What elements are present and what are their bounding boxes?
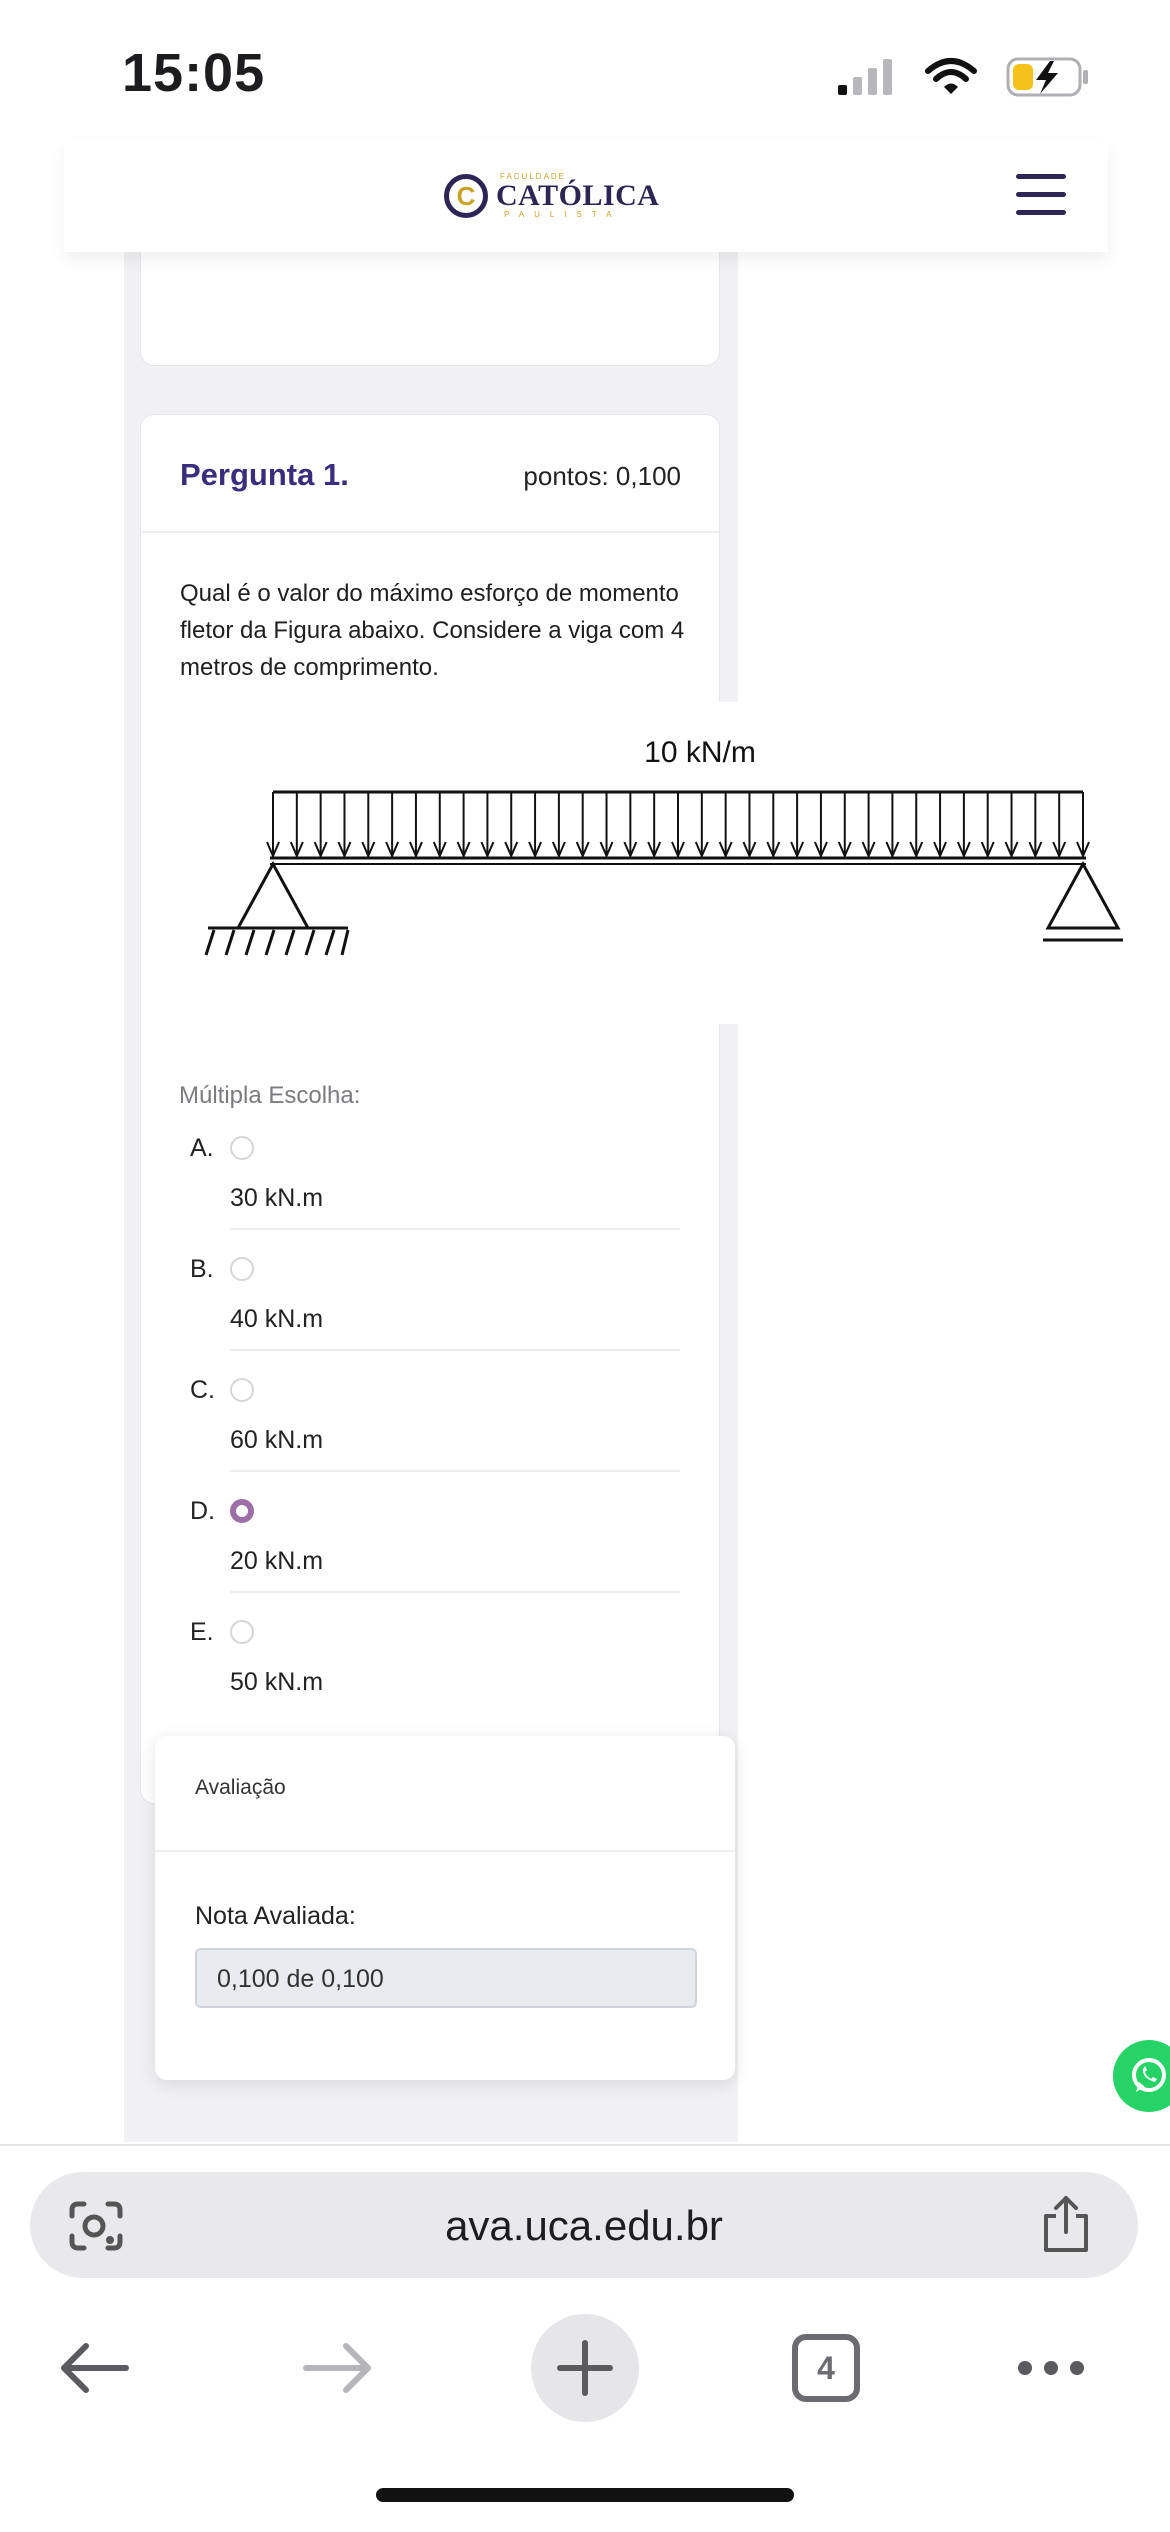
option-divider: [230, 1470, 680, 1472]
option-c[interactable]: [190, 1376, 680, 1497]
question-header: [141, 415, 719, 533]
radio-button-selected[interactable]: [230, 1499, 254, 1523]
load-label: 10 kN/m: [644, 736, 756, 769]
option-text[interactable]: 30 kN.m: [230, 1184, 324, 1212]
app-header: [64, 140, 1108, 252]
tab-count: 4: [792, 2334, 860, 2402]
arrow-right-icon: [302, 2342, 374, 2394]
evaluation-title: Avaliação: [195, 1776, 286, 1799]
url-text[interactable]: ava.uca.edu.br: [445, 2202, 723, 2249]
new-tab-button[interactable]: [531, 2308, 639, 2428]
option-text[interactable]: 50 kN.m: [230, 1668, 324, 1696]
plus-icon: [531, 2314, 639, 2422]
option-text[interactable]: 40 kN.m: [230, 1305, 324, 1333]
signal-icon: [836, 57, 896, 97]
logo-mark-icon: C: [444, 174, 488, 218]
address-bar[interactable]: [30, 2172, 1138, 2278]
hamburger-menu-icon[interactable]: [1016, 172, 1068, 216]
option-a[interactable]: [190, 1134, 680, 1255]
logo-wordmark: [496, 173, 659, 219]
status-time: 15:05: [122, 43, 266, 103]
share-icon[interactable]: [1038, 2194, 1094, 2256]
wifi-icon: [924, 57, 978, 97]
status-bar: [0, 0, 1170, 140]
forward-button[interactable]: [298, 2308, 378, 2428]
browser-toolbar: [0, 2144, 1170, 2532]
battery-charging-icon: [1006, 56, 1090, 98]
catolica-logo[interactable]: [444, 168, 659, 224]
option-text[interactable]: 60 kN.m: [230, 1426, 324, 1454]
option-letter: C.: [190, 1376, 215, 1404]
option-letter: E.: [190, 1618, 214, 1646]
roller-support-icon: [1048, 864, 1118, 928]
logo-sub-text: PAULISTA: [504, 210, 622, 219]
question-title: Pergunta 1.: [180, 457, 349, 492]
home-indicator: [376, 2488, 794, 2502]
pin-support-icon: [238, 864, 308, 928]
tabs-button[interactable]: [792, 2308, 860, 2428]
multiple-choice-label: Múltipla Escolha:: [179, 1082, 361, 1109]
previous-card: [140, 240, 720, 366]
evaluation-card: [155, 1736, 735, 2080]
more-button[interactable]: [1014, 2308, 1088, 2428]
option-e[interactable]: [190, 1618, 680, 1739]
radio-button[interactable]: [230, 1136, 254, 1160]
radio-button[interactable]: [230, 1378, 254, 1402]
option-b[interactable]: [190, 1255, 680, 1376]
option-divider: [230, 1591, 680, 1593]
option-d[interactable]: [190, 1497, 680, 1618]
arrow-left-icon: [58, 2342, 130, 2394]
back-button[interactable]: [54, 2308, 134, 2428]
option-letter: A.: [190, 1134, 214, 1162]
option-text[interactable]: 20 kN.m: [230, 1547, 324, 1575]
ground-hatch: [206, 930, 348, 955]
grade-field: 0,100 de 0,100: [195, 1948, 697, 2008]
whatsapp-button[interactable]: [1113, 2040, 1170, 2112]
whatsapp-icon: [1127, 2054, 1170, 2098]
logo-top-text: FACULDADE: [500, 172, 567, 181]
browser-nav-row: [0, 2308, 1170, 2428]
option-letter: D.: [190, 1497, 215, 1525]
radio-button[interactable]: [230, 1257, 254, 1281]
option-divider: [230, 1349, 680, 1351]
beam-diagram: [178, 730, 1138, 980]
distributed-load-arrows: [267, 792, 1089, 856]
evaluation-divider: [155, 1850, 735, 1852]
question-text: Qual é o valor do máximo esforço de momento fletor da Figura abaixo. Considere a viga com 4 metros de comprimento.: [180, 580, 685, 681]
status-icons: [836, 52, 1090, 102]
grade-label: Nota Avaliada:: [195, 1902, 356, 1930]
radio-button[interactable]: [230, 1620, 254, 1644]
logo-main-text: CATÓLICA: [496, 179, 660, 212]
more-dots-icon: [1015, 2358, 1087, 2378]
question-points: pontos: 0,100: [523, 461, 681, 491]
option-divider: [230, 1228, 680, 1230]
option-letter: B.: [190, 1255, 214, 1283]
